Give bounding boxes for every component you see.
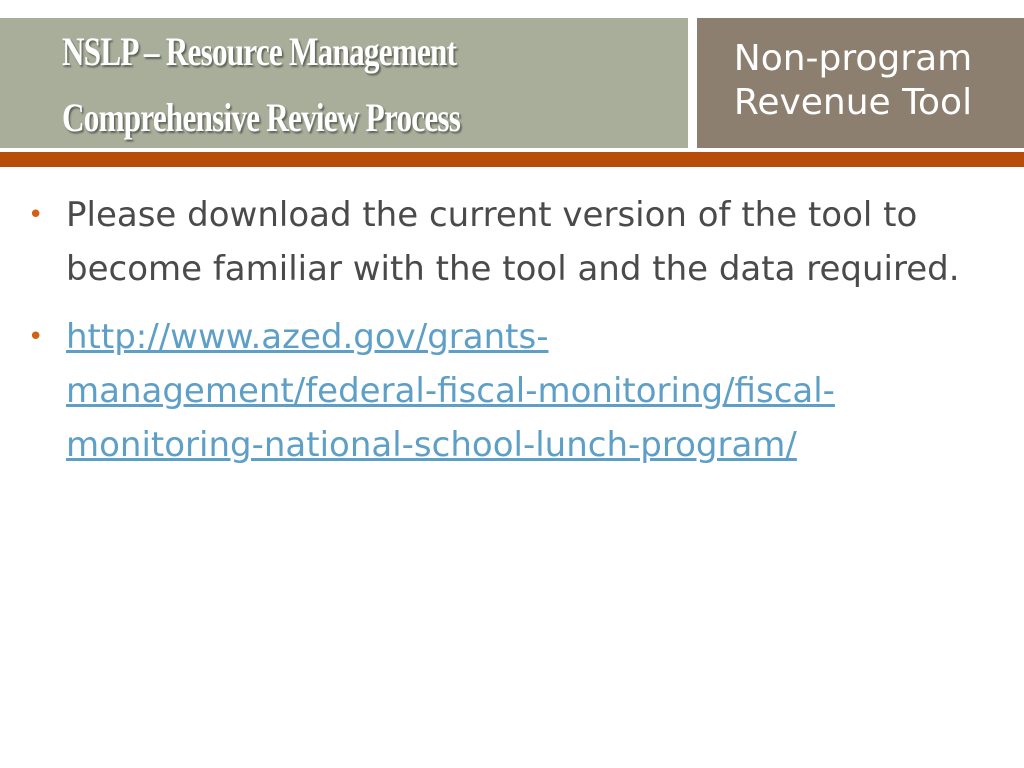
bullet-text: Please download the current version of the tool to become familiar with the tool and the data required. (66, 195, 960, 289)
resource-link-line-1: http://www.azed.gov/grants- (66, 317, 549, 357)
slide-content (0, 188, 1024, 486)
section-label-line-1: Non-program (733, 38, 973, 79)
section-label-panel (697, 18, 1024, 148)
bullet-dot-icon: • (28, 322, 44, 352)
resource-link-line-3: monitoring-national-school-lunch-program/ (66, 425, 797, 465)
title-banner (0, 18, 688, 148)
bullet-dot-icon: • (28, 200, 44, 230)
bullet-item (0, 310, 1024, 472)
section-label-line-2: Revenue Tool (733, 82, 973, 123)
header-divider (0, 152, 1024, 167)
resource-link-line-2: management/federal-fiscal-monitoring/fiscal- (66, 371, 835, 411)
resource-link[interactable] (66, 310, 996, 472)
slide-title-line-1: NSLP – Resource Management (62, 29, 457, 74)
slide-title-line-2: Comprehensive Review Process (62, 95, 461, 140)
section-label (697, 37, 1009, 125)
bullet-item (0, 188, 1024, 296)
